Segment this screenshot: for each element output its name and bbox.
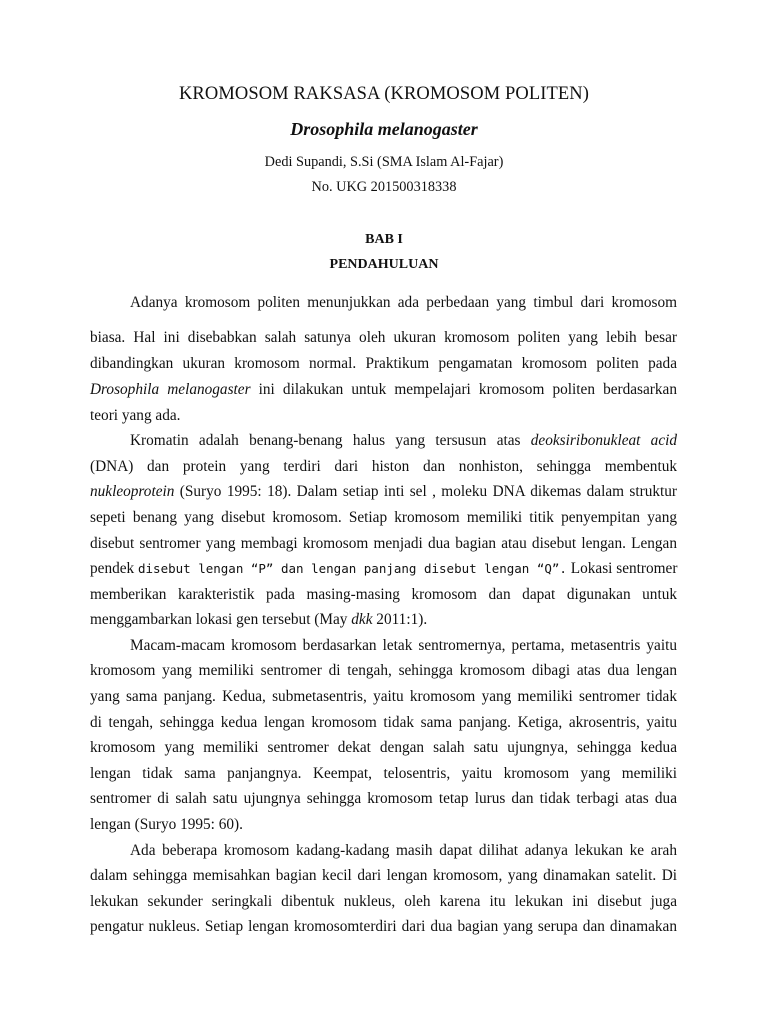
paragraph-line: dibandingkan ukuran kromosom normal. Praktikum pengamatan kromosom politen pada	[90, 355, 677, 372]
paragraph-line: disebut sentromer yang membagi kromosom menjadi dua bagian atau disebut lengan. Lengan	[90, 535, 677, 552]
paragraph-line: kromosom yang memiliki sentromer dekat dengan salah satu ujungnya, sehingga kedua	[90, 739, 677, 756]
paragraph-line	[90, 611, 677, 629]
paragraph-line: lekukan sekunder seringkali dibentuk nukleus, oleh karena itu lekukan ini disebut juga	[90, 893, 677, 910]
text-span: ini dilakukan untuk mempelajari kromosom politen berdasarkan	[250, 381, 677, 398]
paragraph-line: pengatur nukleus. Setiap lengan kromosomterdiri dari dua bagian yang serupa dan dinamakan	[90, 918, 677, 935]
paragraph-line: di tengah, sehingga kedua lengan kromosom tidak sama panjang. Ketiga, akrosentris, yaitu	[90, 714, 677, 731]
italic-term: dkk	[351, 611, 373, 628]
paragraph-line: Macam-macam kromosom berdasarkan letak sentromernya, pertama, metasentris yaitu	[130, 637, 677, 654]
text-span: 2011:1).	[372, 611, 428, 628]
paragraph-line: Ada beberapa kromosom kadang-kadang masih dapat dilihat adanya lekukan ke arah	[130, 842, 677, 859]
italic-term: Drosophila melanogaster	[90, 381, 251, 398]
paragraph-line: sentromer di salah satu ujungnya sehingga kromosom tetap lurus dan tidak terbagi atas dua	[90, 790, 677, 807]
text-span: Kromatin adalah benang-benang halus yang tersusun atas	[130, 432, 531, 449]
paragraph-line: dalam sehingga memisahkan bagian kecil dari lengan kromosom, yang dinamakan satelit. Di	[90, 867, 677, 884]
text-span: Lokasi sentromer	[566, 560, 678, 577]
paragraph-line: (DNA) dan protein yang terdiri dari histon dan nonhiston, sehingga membentuk	[90, 458, 677, 475]
text-span: pendek	[90, 560, 138, 577]
paragraph-line	[90, 560, 677, 578]
monospace-span: disebut lengan “P” dan lengan panjang disebut lengan “Q”.	[138, 561, 567, 576]
text-span: menggambarkan lokasi gen tersebut (May	[90, 611, 352, 628]
document-subtitle: Drosophila melanogaster	[290, 119, 478, 139]
paragraph-line: biasa. Hal ini disebabkan salah satunya oleh ukuran kromosom politen yang lebih besar	[90, 329, 677, 346]
paragraph-line: sepeti benang yang disebut kromosom. Setiap kromosom memiliki titik penyempitan yang	[90, 509, 677, 526]
paragraph-line: lengan (Suryo 1995: 60).	[90, 816, 243, 833]
paragraph-line	[90, 483, 677, 501]
chapter-heading: BAB I	[365, 232, 403, 247]
italic-term: deoksiribonukleat acid	[530, 432, 678, 449]
author-line: Dedi Supandi, S.Si (SMA Islam Al-Fajar)	[264, 154, 504, 170]
paragraph-line: yang sama panjang. Kedua, submetasentris, yaitu kromosom yang memiliki sentromer tidak	[90, 688, 677, 705]
text-span: (Suryo 1995: 18). Dalam setiap inti sel , moleku DNA dikemas dalam struktur	[174, 483, 677, 500]
paragraph-line: lengan tidak sama panjangnya. Keempat, telosentris, yaitu kromosom yang memiliki	[90, 765, 677, 782]
document-title: KROMOSOM RAKSASA (KROMOSOM POLITEN)	[178, 84, 590, 104]
paragraph-line	[90, 381, 677, 399]
paragraph-line: Adanya kromosom politen menunjukkan ada perbedaan yang timbul dari kromosom	[130, 294, 677, 311]
paragraph-line	[130, 432, 677, 450]
ukg-number: No. UKG 201500318338	[311, 179, 457, 195]
chapter-title: PENDAHULUAN	[329, 257, 439, 272]
italic-term: nukleoprotein	[90, 483, 175, 500]
paragraph-line: memberikan karakteristik pada masing-masing kromosom dan dapat digunakan untuk	[90, 586, 677, 603]
paragraph-line: teori yang ada.	[90, 407, 181, 424]
paragraph-line: kromosom yang memiliki sentromer di tengah, sehingga kromosom dibagi atas dua lengan	[90, 662, 677, 679]
